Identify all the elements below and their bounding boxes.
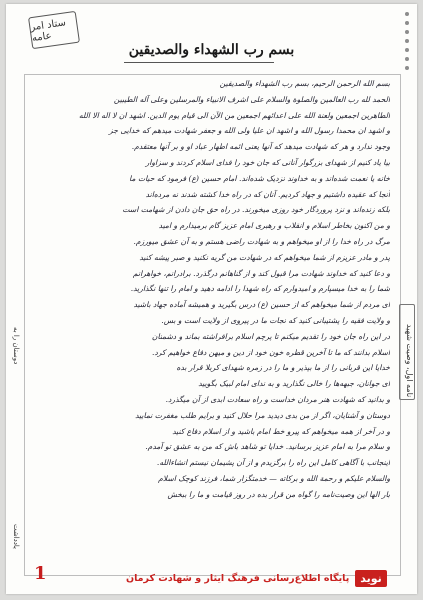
text-line: الحمد لله رب العالمین والصلوة والسلام علی اشرف الانبیاء والمرسلین وعلی آله الطیبین <box>113 94 390 104</box>
margin-note-right: نامه اول، وصیت شهید <box>399 304 415 400</box>
margin-note-left-bottom: یادداشت <box>12 524 20 549</box>
text-line: مرگ در راه خدا را از او میخواهم و به شهادت راضی هستم و به آن عشق میورزم. <box>133 236 390 246</box>
site-name: پایگاه اطلاع‌رسانی فرهنگ ایثار و شهادت کرمان <box>126 572 350 584</box>
text-line: خدایا این قربانی را از ما بپذیر و ما را در زمره شهدای کربلا قرار بده <box>176 363 390 373</box>
text-line: و سلام مرا به امام عزیز برسانید. خدایا تو شاهد باش که من به عشق تو آمدم. <box>145 442 390 452</box>
brand-logo: نوید <box>355 570 387 587</box>
text-line: خانه یا نعمت شده‌اند و به خداوند نزدیک شده‌اند. امام حسین (ع) فرمود که حیات ما <box>129 173 390 183</box>
handwritten-body <box>28 76 390 503</box>
binder-holes <box>405 12 409 70</box>
margin-note-left-top: دوستان را به <box>12 326 20 364</box>
text-line: و من اکنون بخاطر اسلام و انقلاب و رهبری امام عزیز گام برمیدارم و امید <box>158 221 390 231</box>
text-line: اینجانب با آگاهی کامل این راه را برگزیدم و از آن پشیمان نیستم انشاءالله. <box>156 458 390 468</box>
text-line: ای مردم از شما میخواهم که از حسین (ع) درس بگیرید و همیشه آماده جهاد باشید <box>133 300 390 310</box>
text-line: بلکه زنده‌اند و نزد پروردگار خود روزی میخورند. در راه حق جان دادن از شهامت است <box>122 205 390 215</box>
text-line: و دعا کنید که خداوند شهادت مرا قبول کند و از گناهانم درگذرد. برادرانم، خواهرانم <box>132 268 390 278</box>
text-line: بیا یاد کنیم از شهدای بزرگوار آنانی که جان خود را فدای اسلام کردند و سزاوار <box>145 157 390 167</box>
text-line: شما را به خدا میسپارم و امیدوارم که راه شهدا را ادامه دهید و امام را تنها نگذارید. <box>130 284 390 294</box>
text-line: و در آخر از همه میخواهم که پیرو خط امام باشید و از اسلام دفاع کنید <box>172 426 390 436</box>
handwritten-stamp: ستاد امر عامه <box>28 11 80 49</box>
text-line: دوستان و آشنایان، اگر از من بدی دیدید مرا حلال کنید و برایم طلب مغفرت نمایید <box>135 410 390 420</box>
text-line: وجود ندارد و هر که شهادت میدهد که آنها یعنی ائمه اطهار عباد او و بر آنها معتقدم. <box>131 142 390 152</box>
text-line: و ولایت فقیه را پشتیبانی کنید که نجات ما در پیروی از ولایت است و بس. <box>161 315 390 325</box>
text-line: در این راه جان خود را تقدیم میکنم تا پرچم اسلام برافراشته بماند و دشمنان <box>151 331 390 341</box>
document-page <box>6 4 417 594</box>
text-line: و اشهد ان محمدا رسول الله و اشهد ان علیا ولی الله و جعفر شهادت میدهم که خدایی جز <box>109 126 390 136</box>
title-underline <box>124 62 274 63</box>
text-line: ای جوانان، جبهه‌ها را خالی نگذارید و به ندای امام لبیک بگویید <box>198 379 390 389</box>
text-line: الطاهرین اجمعین ولعنة الله علی اعدائهم اجمعین من الآن الی قیام یوم الدین. اشهد ان لا اله الا الله <box>78 110 390 120</box>
text-line: آنجا که عقیده داشتیم و جهاد کردیم. آنان که در راه خدا کشته شدند نه مرده‌اند <box>145 189 390 199</box>
text-line: بار الها این وصیت‌نامه را گواه من قرار بده در روز قیامت و ما را ببخش <box>167 489 390 499</box>
text-line: پدر و مادر عزیزم از شما میخواهم که در شهادت من گریه نکنید و صبر پیشه کنید <box>139 252 390 262</box>
text-line: بسم الله الرحمن الرحیم، بسم رب الشهداء والصدیقین <box>219 79 390 88</box>
document-title: بسم رب الشهداء والصدیقین <box>128 42 295 58</box>
text-line: والسلام علیکم و رحمة الله و برکاته — خدمتگزار شما، فرزند کوچک اسلام <box>158 473 390 483</box>
page-number: 1 <box>34 563 47 584</box>
text-line: و بدانید که شهادت هنر مردان خداست و راه سعادت ابدی از آن میگذرد. <box>165 394 390 404</box>
footer-watermark <box>126 568 387 588</box>
text-line: اسلام بدانند که ما تا آخرین قطره خون خود از دین و میهن دفاع خواهیم کرد. <box>151 347 390 357</box>
